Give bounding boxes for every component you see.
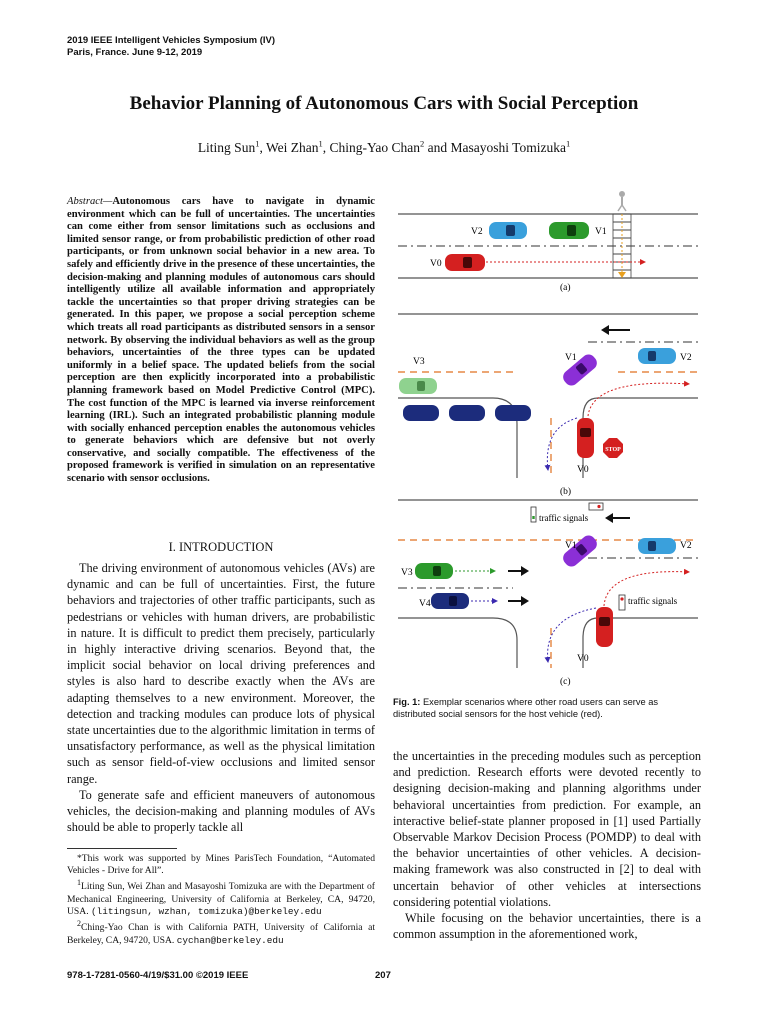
arrowhead-icon — [521, 566, 529, 576]
paragraph: To generate safe and efficient maneuvers of autonomous vehicles, the decision-making and planning modules of AVs should be able to properly tackle all — [67, 787, 375, 835]
conference-header — [67, 35, 275, 59]
label-v0: V0 — [577, 654, 589, 664]
panel-b — [398, 314, 698, 497]
panel-a — [398, 191, 698, 293]
arrowhead-icon — [601, 325, 609, 335]
signal-label-top: traffic signals — [539, 513, 589, 523]
stop-sign-icon — [603, 438, 623, 458]
signal-label-right: traffic signals — [628, 596, 678, 606]
label-v2: V2 — [680, 353, 692, 363]
abstract-label: Abstract — [67, 196, 103, 207]
footnote-affiliation-2: $^2$Ching-Yao Chan is with California PATH, University of California at Berkeley, CA, 94720, USA. cychan@berkeley.edu — [67, 919, 375, 946]
section-heading: I. INTRODUCTION — [168, 540, 274, 554]
email-link[interactable]: cychan@berkeley.edu — [176, 934, 284, 946]
vehicle-v3 — [415, 563, 453, 579]
author: Liting Sun$^1$, — [197, 138, 266, 155]
vehicle-v1 — [560, 533, 599, 570]
pedestrian-arrow-icon — [618, 272, 626, 278]
label-v4: V4 — [419, 599, 431, 609]
footnote-affiliation-1: $^1$Liting Sun, Wei Zhan and Masayoshi Tomizuka are with the Department of Mechanical Engineering, University of California at Berkeley, CA, 94720, USA. (litingsun, wzhan, tomizuka)@berkeley.edu — [67, 878, 375, 917]
label-v1: V1 — [565, 353, 577, 363]
author: Masayoshi Tomizuka$^1$ — [450, 138, 571, 155]
label-v0: V0 — [430, 259, 442, 269]
vehicle-queue — [403, 405, 531, 421]
arrowhead-icon — [521, 596, 529, 606]
vehicle-v0-host — [577, 418, 594, 458]
footnote-rule — [67, 848, 177, 849]
vehicle-v3-occluded — [399, 378, 437, 394]
intro-column-1 — [67, 560, 375, 835]
caption-text: Exemplar scenarios where other road users can serve as distributed social sensors for the host vehicle (red). — [393, 697, 659, 719]
vehicle-v1 — [549, 222, 589, 239]
traffic-signal-icon — [589, 503, 603, 510]
email-link[interactable]: (litingsun, wzhan, tomizuka)@berkeley.edu — [91, 906, 322, 917]
paper-title: Behavior Planning of Autonomous Cars with Social Perception — [129, 93, 639, 114]
conference-name: 2019 IEEE Intelligent Vehicles Symposium (IV) — [67, 35, 276, 46]
road-corner — [583, 398, 698, 478]
host-left-turn-path — [548, 608, 596, 662]
host-right-turn-path — [588, 383, 689, 416]
panel-label-b: (b) — [560, 487, 572, 497]
figure-1-diagram — [393, 188, 703, 693]
label-v3: V3 — [413, 357, 425, 367]
road-corner — [398, 618, 517, 668]
label-v2: V2 — [680, 541, 692, 551]
traffic-signal-icon — [531, 507, 536, 522]
vehicle-v2 — [638, 538, 676, 554]
figure-1 — [393, 188, 703, 698]
page-number: 207 — [375, 970, 391, 981]
paragraph: the uncertainties in the preceding modules such as perception and prediction. Research efforts were devoted recently to designing decision-making and planning algorithms under behavioral uncertainties from prediction. For example, an interactive belief-state planner proposed in [1] used Partially Observable Markov Decision Process (POMDP) to deal with the behavior uncertainties of other vehicles. A decision-making framework was also constructed in [2] to deal with uncertain behavior of other vehicles at intersections considering potential violations. — [393, 749, 701, 909]
label-v0: V0 — [577, 465, 589, 475]
abstract-text: Autonomous cars have to navigate in dynamic environment which can be full of uncertainties. The uncertainties can come either from sensor limitations such as occlusions and limited sensor range, or from probabilistic prediction of other road participants, or from unknown social behavior in a new area. To safely and efficiently drive in the presence of these uncertainties, the decision-making and planning modules of autonomous cars should intelligently utilize all available information and appropriately tackle the uncertainties so that proper driving strategies can be generated. In this paper, we propose a social perception scheme which treats all road participants as distributed sensors in a sensor network. By observing the individual behaviors as well as the group behaviors, uncertainties of the three types can be updated uniformly in a belief space. The updated beliefs from the social perception are then explicitly incorporated into a probabilistic planning framework based on Model Predictive Control (MPC). The cost function of the MPC is learned via inverse reinforcement learning (IRL). Such an integrated probabilistic planning module with socially enhanced perception enables the autonomous vehicles to generate behaviors which are defensive but not overly conservative, and socially compatible. The effectiveness of the proposed framework is verified in simulation on an representative scenario with sensor occlusions. — [67, 196, 375, 485]
footnote-funding: *This work was supported by Mines ParisTech Foundation, “Automated Vehicles - Drive for All”. — [67, 853, 375, 877]
panel-c — [398, 500, 698, 687]
vehicle-v4 — [431, 593, 469, 609]
paragraph: The driving environment of autonomous vehicles (AVs) are dynamic and can be full of uncertainties. First, the future behaviors and trajectories of other traffic participants, such as pedestrians or vehicles with human drivers, are probabilistic in nature. It is difficult to predict them precisely, particularly in highly interactive driving scenarios. Beyond that, the implicit social behavior on local driving preferences and styles is also hard to describe exactly when the AVs are adapting themselves to a new environment. Moreover, the detection and tracking modules can produce lots of physical state uncertainties due to the algorithmic limitation in terms of unsatisfactory performance, as well as the physical limitation such as sensor field-of-view occlusions and limited sensor range. — [67, 561, 375, 786]
pedestrian-icon — [618, 191, 626, 211]
traffic-signal-icon — [619, 595, 625, 610]
author: Ching-Yao Chan$^2$ and — [329, 138, 451, 155]
figure-caption — [393, 697, 701, 720]
author-list — [0, 138, 768, 156]
panel-label-c: (c) — [560, 677, 571, 687]
caption-label: Fig. 1: — [393, 697, 421, 707]
author: Wei Zhan$^1$, — [265, 138, 330, 155]
paragraph: While focusing on the behavior uncertainties, there is a common assumption in the aforementioned work, — [393, 911, 701, 942]
footnotes — [67, 853, 375, 947]
svg-text:STOP: STOP — [605, 447, 621, 453]
vehicle-v0-host — [596, 607, 613, 647]
arrowhead-icon — [605, 513, 613, 523]
panel-label-a: (a) — [560, 283, 571, 293]
abstract: Abstract—Autonomous cars have to navigate in dynamic environment which can be full of uncertainties. The uncertainties can come either from sensor limitations such as occlusions and limited sensor range, or from probabilistic prediction of other road participants, or from unknown social behavior in a new area. To safely and efficiently drive in the presence of these uncertainties, the decision-making and planning modules of autonomous cars should intelligently utilize all available information and appropriately tackle the uncertainties so that proper driving strategies can be generated. In this paper, we propose a social perception scheme which treats all road participants as distributed sensors in a sensor network. By observing the individual behaviors as well as the group behaviors, uncertainties of the three types can be updated uniformly in a belief space. The updated beliefs from the social perception are then explicitly incorporated into a probabilistic planning framework based on Model Predictive Control (MPC). The cost function of the MPC is learned via inverse reinforcement learning (IRL). Such an integrated probabilistic planning module with socially enhanced perception enables the autonomous vehicles to generate behaviors which are defensive but not overly conservative, and socially compatible. The effectiveness of the proposed framework is verified in simulation on an representative scenario with sensor occlusions. — [67, 196, 375, 485]
label-v1: V1 — [595, 227, 607, 237]
vehicle-v2 — [638, 348, 676, 364]
label-v1: V1 — [565, 541, 577, 551]
vehicle-v2 — [489, 222, 527, 239]
intro-column-2 — [393, 748, 701, 942]
isbn-footer: 978-1-7281-0560-4/19/$31.00 ©2019 IEEE — [67, 970, 249, 981]
conference-location: Paris, France. June 9-12, 2019 — [67, 47, 203, 58]
vehicle-v0-host — [445, 254, 485, 271]
host-left-turn-path — [547, 418, 577, 470]
label-v2: V2 — [471, 227, 483, 237]
label-v3: V3 — [401, 568, 413, 578]
